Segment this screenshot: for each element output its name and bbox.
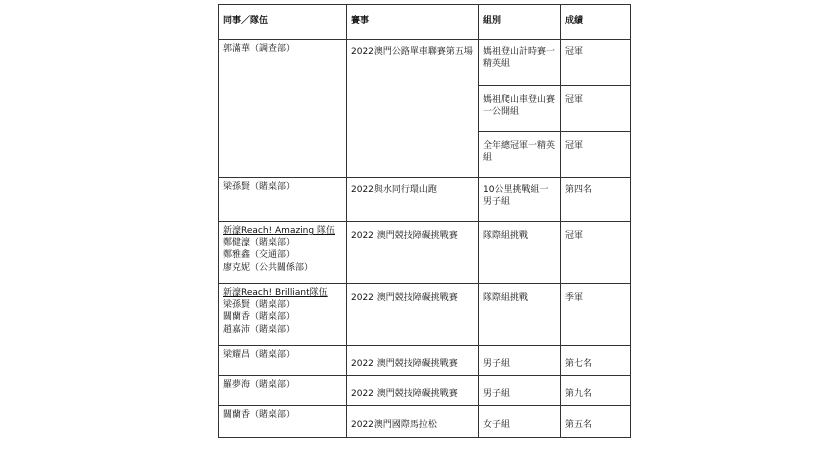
table-row bbox=[219, 178, 631, 222]
member-cell bbox=[219, 284, 347, 346]
member-name: 羅夢海（賭桌部） bbox=[223, 380, 296, 391]
member-name: 郭滿華（調查部） bbox=[223, 44, 296, 55]
results-table bbox=[218, 4, 631, 438]
header-event: 賽事 bbox=[347, 5, 479, 40]
result-cell: 冠軍 bbox=[561, 86, 631, 132]
member-name: 梁孫賢（賭桌部） bbox=[223, 182, 296, 193]
table-row bbox=[219, 376, 631, 406]
member-cell bbox=[219, 376, 347, 406]
result-cell: 第四名 bbox=[561, 178, 631, 222]
table-row bbox=[219, 346, 631, 376]
event-cell: 2022與水同行環山跑 bbox=[347, 178, 479, 222]
member-name: 鄭雅鑫（交通部） bbox=[223, 250, 296, 261]
table-row bbox=[219, 40, 631, 86]
team-name: 新濠Reach! Amazing 隊伍 bbox=[223, 226, 335, 237]
event-name: 2022澳門公路單車聯賽第五場 bbox=[351, 47, 473, 58]
result-cell: 第七名 bbox=[561, 346, 631, 376]
event-cell: 2022澳門國際馬拉松 bbox=[347, 406, 479, 438]
member-name: 關蘭香（賭桌部） bbox=[223, 410, 296, 421]
result-cell: 冠軍 bbox=[561, 40, 631, 86]
group-cell: 10公里挑戰組一男子組 bbox=[479, 178, 561, 222]
table-header bbox=[219, 5, 631, 40]
team-name: 新濠Reach! Brilliant隊伍 bbox=[223, 288, 328, 299]
member-name: 關蘭香（賭桌部） bbox=[223, 312, 296, 323]
member-cell bbox=[219, 406, 347, 438]
result-cell: 季軍 bbox=[561, 284, 631, 346]
group-cell: 隊際組挑戰 bbox=[479, 284, 561, 346]
event-cell: 2022 澳門競技障礙挑戰賽 bbox=[347, 284, 479, 346]
header-result: 成績 bbox=[561, 5, 631, 40]
event-cell: 2022 澳門競技障礙挑戰賽 bbox=[347, 376, 479, 406]
header-member: 同事／隊伍 bbox=[219, 5, 347, 40]
member-name: 梁孫賢（賭桌部） bbox=[223, 300, 296, 311]
event-cell: 2022 澳門競技障礙挑戰賽 bbox=[347, 222, 479, 284]
member-cell bbox=[219, 40, 347, 178]
table-body bbox=[219, 40, 631, 438]
event-cell: 2022 澳門競技障礙挑戰賽 bbox=[347, 346, 479, 376]
group-cell: 媽祖爬山車登山賽一公開組 bbox=[479, 86, 561, 132]
member-name: 趙嘉沛（賭桌部） bbox=[223, 324, 296, 335]
member-name: 梁耀昌（賭桌部） bbox=[223, 350, 296, 361]
group-cell: 男子組 bbox=[479, 346, 561, 376]
member-cell bbox=[219, 178, 347, 222]
result-cell: 第五名 bbox=[561, 406, 631, 438]
member-cell bbox=[219, 346, 347, 376]
table-row bbox=[219, 222, 631, 284]
member-name: 鄭健濠（賭桌部） bbox=[223, 238, 296, 249]
group-cell: 女子組 bbox=[479, 406, 561, 438]
event-cell bbox=[347, 40, 479, 178]
group-cell: 全年總冠軍一精英組 bbox=[479, 132, 561, 178]
member-cell bbox=[219, 222, 347, 284]
group-cell: 男子組 bbox=[479, 376, 561, 406]
group-cell: 媽祖登山計時賽一精英組 bbox=[479, 40, 561, 86]
table-row bbox=[219, 406, 631, 438]
group-cell: 隊際組挑戰 bbox=[479, 222, 561, 284]
result-cell: 第九名 bbox=[561, 376, 631, 406]
header-row bbox=[219, 5, 631, 40]
result-cell: 冠軍 bbox=[561, 222, 631, 284]
result-cell: 冠軍 bbox=[561, 132, 631, 178]
member-name: 廖克妮（公共關係部） bbox=[223, 262, 314, 273]
header-group: 組別 bbox=[479, 5, 561, 40]
table-row bbox=[219, 284, 631, 346]
